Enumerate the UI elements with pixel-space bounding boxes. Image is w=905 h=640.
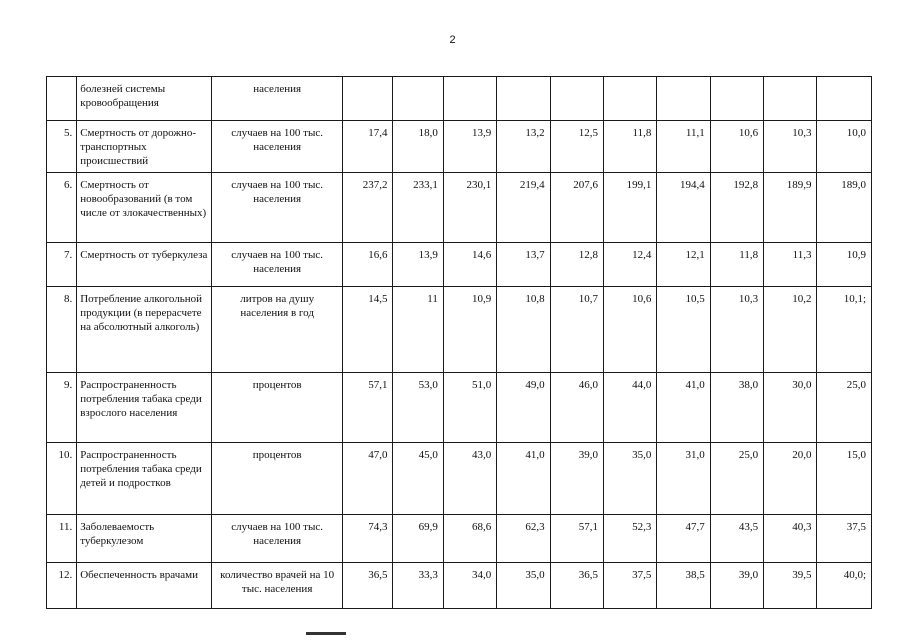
value-cell: 40,3 bbox=[764, 515, 817, 563]
footer-mark bbox=[306, 632, 346, 635]
value-cell: 237,2 bbox=[343, 173, 393, 243]
unit-of-measure: литров на душу населения в год bbox=[212, 287, 343, 373]
row-index: 9. bbox=[47, 373, 77, 443]
value-cell: 11,3 bbox=[764, 243, 817, 287]
value-cell: 10,5 bbox=[657, 287, 710, 373]
value-cell: 39,0 bbox=[550, 443, 603, 515]
value-cell: 12,5 bbox=[550, 121, 603, 173]
table-row bbox=[47, 373, 872, 443]
value-cell: 68,6 bbox=[443, 515, 496, 563]
value-cell: 36,5 bbox=[550, 563, 603, 609]
row-index: 12. bbox=[47, 563, 77, 609]
indicator-name: Потребление алкогольной продукции (в перерасчете на абсолютный алкоголь) bbox=[77, 287, 212, 373]
value-cell: 10,9 bbox=[817, 243, 872, 287]
value-cell bbox=[343, 77, 393, 121]
row-index: 5. bbox=[47, 121, 77, 173]
value-cell: 52,3 bbox=[603, 515, 656, 563]
value-cell bbox=[603, 77, 656, 121]
page-number: 2 bbox=[449, 34, 456, 46]
value-cell: 37,5 bbox=[603, 563, 656, 609]
table-row bbox=[47, 287, 872, 373]
value-cell: 219,4 bbox=[497, 173, 550, 243]
value-cell: 53,0 bbox=[393, 373, 443, 443]
value-cell: 45,0 bbox=[393, 443, 443, 515]
value-cell: 10,2 bbox=[764, 287, 817, 373]
value-cell: 11,8 bbox=[710, 243, 763, 287]
value-cell: 18,0 bbox=[393, 121, 443, 173]
indicator-name: Заболеваемость туберкулезом bbox=[77, 515, 212, 563]
value-cell: 30,0 bbox=[764, 373, 817, 443]
value-cell: 13,2 bbox=[497, 121, 550, 173]
value-cell: 17,4 bbox=[343, 121, 393, 173]
value-cell: 14,6 bbox=[443, 243, 496, 287]
unit-of-measure: процентов bbox=[212, 443, 343, 515]
value-cell: 44,0 bbox=[603, 373, 656, 443]
value-cell: 15,0 bbox=[817, 443, 872, 515]
table-row bbox=[47, 443, 872, 515]
value-cell: 10,1; bbox=[817, 287, 872, 373]
table-row bbox=[47, 173, 872, 243]
row-index bbox=[47, 77, 77, 121]
indicator-name: Обеспеченность врачами bbox=[77, 563, 212, 609]
value-cell: 233,1 bbox=[393, 173, 443, 243]
value-cell: 57,1 bbox=[550, 515, 603, 563]
value-cell: 11,1 bbox=[657, 121, 710, 173]
value-cell bbox=[764, 77, 817, 121]
value-cell: 12,8 bbox=[550, 243, 603, 287]
unit-of-measure: случаев на 100 тыс. населения bbox=[212, 173, 343, 243]
row-index: 10. bbox=[47, 443, 77, 515]
value-cell: 51,0 bbox=[443, 373, 496, 443]
value-cell: 34,0 bbox=[443, 563, 496, 609]
value-cell: 11,8 bbox=[603, 121, 656, 173]
value-cell: 46,0 bbox=[550, 373, 603, 443]
indicator-name: Смертность от туберкулеза bbox=[77, 243, 212, 287]
value-cell: 41,0 bbox=[497, 443, 550, 515]
value-cell: 47,0 bbox=[343, 443, 393, 515]
row-index: 7. bbox=[47, 243, 77, 287]
row-index: 6. bbox=[47, 173, 77, 243]
value-cell: 10,6 bbox=[603, 287, 656, 373]
value-cell: 69,9 bbox=[393, 515, 443, 563]
value-cell: 39,5 bbox=[764, 563, 817, 609]
value-cell: 25,0 bbox=[710, 443, 763, 515]
value-cell bbox=[657, 77, 710, 121]
value-cell: 12,4 bbox=[603, 243, 656, 287]
value-cell: 10,3 bbox=[710, 287, 763, 373]
indicator-name: Смертность от дорожно-транспортных происшествий bbox=[77, 121, 212, 173]
unit-of-measure: случаев на 100 тыс. населения bbox=[212, 515, 343, 563]
value-cell: 49,0 bbox=[497, 373, 550, 443]
table-row bbox=[47, 515, 872, 563]
value-cell: 10,7 bbox=[550, 287, 603, 373]
table-row bbox=[47, 121, 872, 173]
value-cell: 189,9 bbox=[764, 173, 817, 243]
value-cell: 74,3 bbox=[343, 515, 393, 563]
table-row bbox=[47, 243, 872, 287]
value-cell: 38,5 bbox=[657, 563, 710, 609]
value-cell: 13,9 bbox=[393, 243, 443, 287]
value-cell bbox=[817, 77, 872, 121]
value-cell: 194,4 bbox=[657, 173, 710, 243]
value-cell: 36,5 bbox=[343, 563, 393, 609]
indicator-name: болезней системы кровообращения bbox=[77, 77, 212, 121]
value-cell: 16,6 bbox=[343, 243, 393, 287]
value-cell: 43,0 bbox=[443, 443, 496, 515]
value-cell: 31,0 bbox=[657, 443, 710, 515]
indicators-table bbox=[46, 76, 872, 609]
value-cell: 20,0 bbox=[764, 443, 817, 515]
row-index: 8. bbox=[47, 287, 77, 373]
value-cell: 230,1 bbox=[443, 173, 496, 243]
value-cell bbox=[443, 77, 496, 121]
value-cell: 33,3 bbox=[393, 563, 443, 609]
value-cell: 40,0; bbox=[817, 563, 872, 609]
value-cell: 192,8 bbox=[710, 173, 763, 243]
value-cell: 13,9 bbox=[443, 121, 496, 173]
value-cell: 35,0 bbox=[603, 443, 656, 515]
value-cell: 14,5 bbox=[343, 287, 393, 373]
indicator-name: Распространенность потребления табака среди взрослого населения bbox=[77, 373, 212, 443]
value-cell bbox=[550, 77, 603, 121]
value-cell: 11 bbox=[393, 287, 443, 373]
value-cell: 10,8 bbox=[497, 287, 550, 373]
value-cell: 13,7 bbox=[497, 243, 550, 287]
value-cell: 41,0 bbox=[657, 373, 710, 443]
value-cell: 39,0 bbox=[710, 563, 763, 609]
value-cell: 199,1 bbox=[603, 173, 656, 243]
value-cell: 10,3 bbox=[764, 121, 817, 173]
value-cell: 10,0 bbox=[817, 121, 872, 173]
value-cell: 37,5 bbox=[817, 515, 872, 563]
unit-of-measure: населения bbox=[212, 77, 343, 121]
value-cell: 62,3 bbox=[497, 515, 550, 563]
value-cell: 10,6 bbox=[710, 121, 763, 173]
value-cell: 43,5 bbox=[710, 515, 763, 563]
value-cell: 57,1 bbox=[343, 373, 393, 443]
unit-of-measure: случаев на 100 тыс. населения bbox=[212, 243, 343, 287]
value-cell bbox=[710, 77, 763, 121]
value-cell: 35,0 bbox=[497, 563, 550, 609]
value-cell: 47,7 bbox=[657, 515, 710, 563]
row-index: 11. bbox=[47, 515, 77, 563]
value-cell: 207,6 bbox=[550, 173, 603, 243]
value-cell: 10,9 bbox=[443, 287, 496, 373]
unit-of-measure: случаев на 100 тыс. населения bbox=[212, 121, 343, 173]
indicator-name: Смертность от новообразований (в том числе от злокачественных) bbox=[77, 173, 212, 243]
unit-of-measure: количество врачей на 10 тыс. населения bbox=[212, 563, 343, 609]
indicator-name: Распространенность потребления табака среди детей и подростков bbox=[77, 443, 212, 515]
value-cell bbox=[497, 77, 550, 121]
table-row bbox=[47, 77, 872, 121]
table-row bbox=[47, 563, 872, 609]
value-cell: 12,1 bbox=[657, 243, 710, 287]
value-cell: 38,0 bbox=[710, 373, 763, 443]
unit-of-measure: процентов bbox=[212, 373, 343, 443]
value-cell: 25,0 bbox=[817, 373, 872, 443]
value-cell: 189,0 bbox=[817, 173, 872, 243]
value-cell bbox=[393, 77, 443, 121]
